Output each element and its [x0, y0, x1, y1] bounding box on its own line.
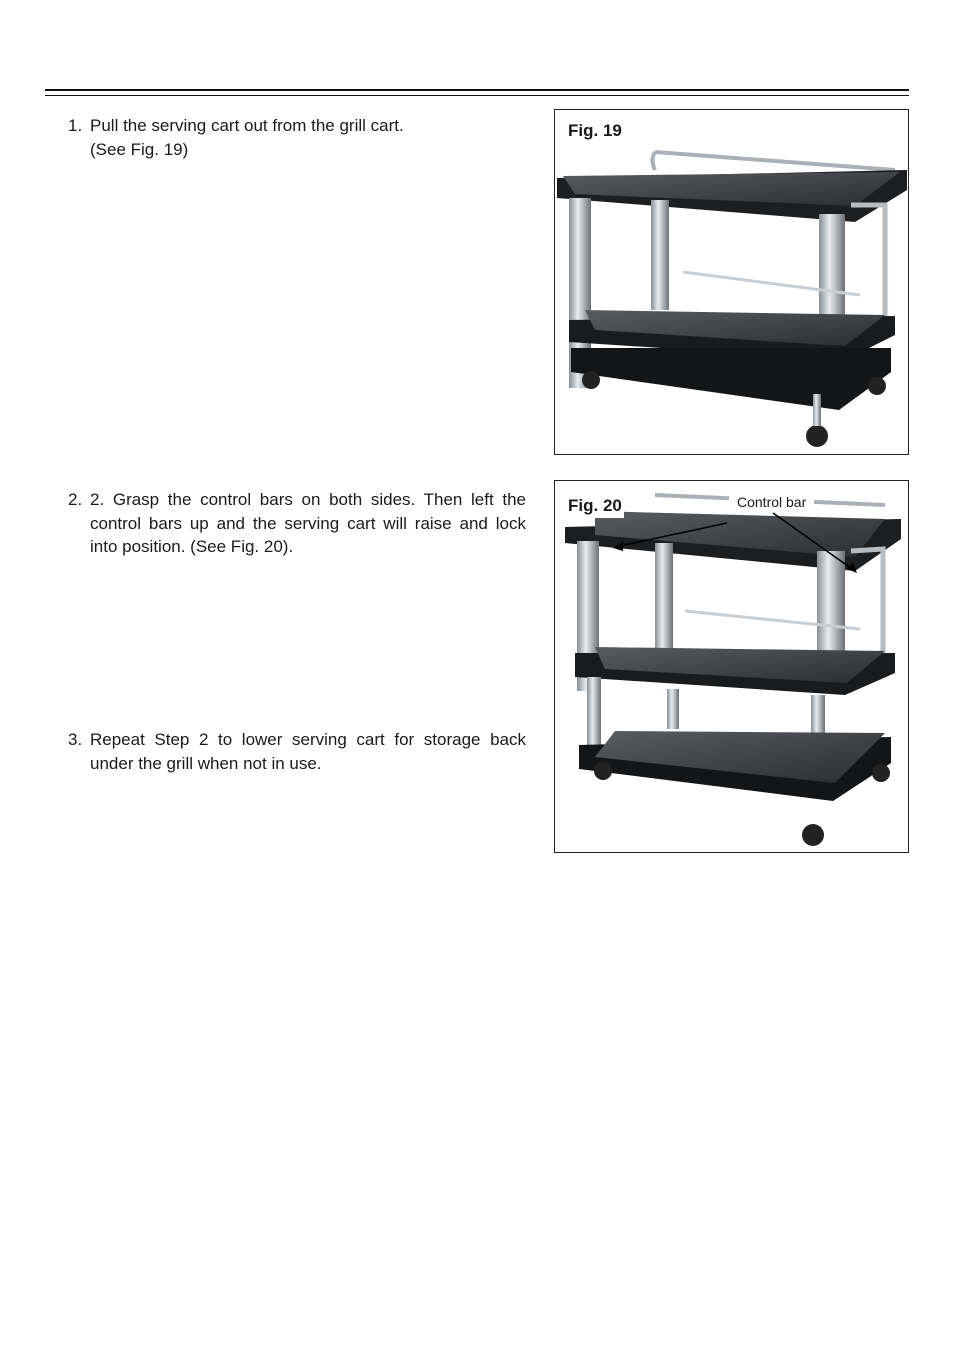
step-2 [68, 488, 526, 559]
header-rule-thin [45, 95, 909, 96]
serving-cart-raised-illustration [555, 481, 908, 852]
figure-20 [554, 480, 909, 853]
step-number: 2. [68, 490, 83, 509]
serving-cart-collapsed-illustration [555, 110, 908, 454]
step-1 [68, 114, 526, 161]
control-bar-callout: Control bar [729, 493, 814, 511]
step-text-line1: Pull the serving cart out from the grill cart. [90, 116, 404, 135]
header-rule [45, 89, 909, 91]
figure-label: Fig. 20 [566, 494, 624, 518]
figure-label: Fig. 19 [566, 119, 624, 143]
step-text-line2: (See Fig. 19) [90, 139, 189, 159]
step-3 [68, 728, 526, 775]
step-text: 2. Grasp the control bars on both sides. Then left the control bars up and the serving cart will raise and lock into position. (See Fig. 20). [90, 490, 526, 556]
step-number: 3. [68, 730, 83, 749]
figure-19 [554, 109, 909, 455]
step-number: 1. [68, 116, 83, 135]
step-text: Repeat Step 2 to lower serving cart for storage back under the grill when not in use. [90, 730, 526, 773]
step-text [68, 114, 526, 161]
